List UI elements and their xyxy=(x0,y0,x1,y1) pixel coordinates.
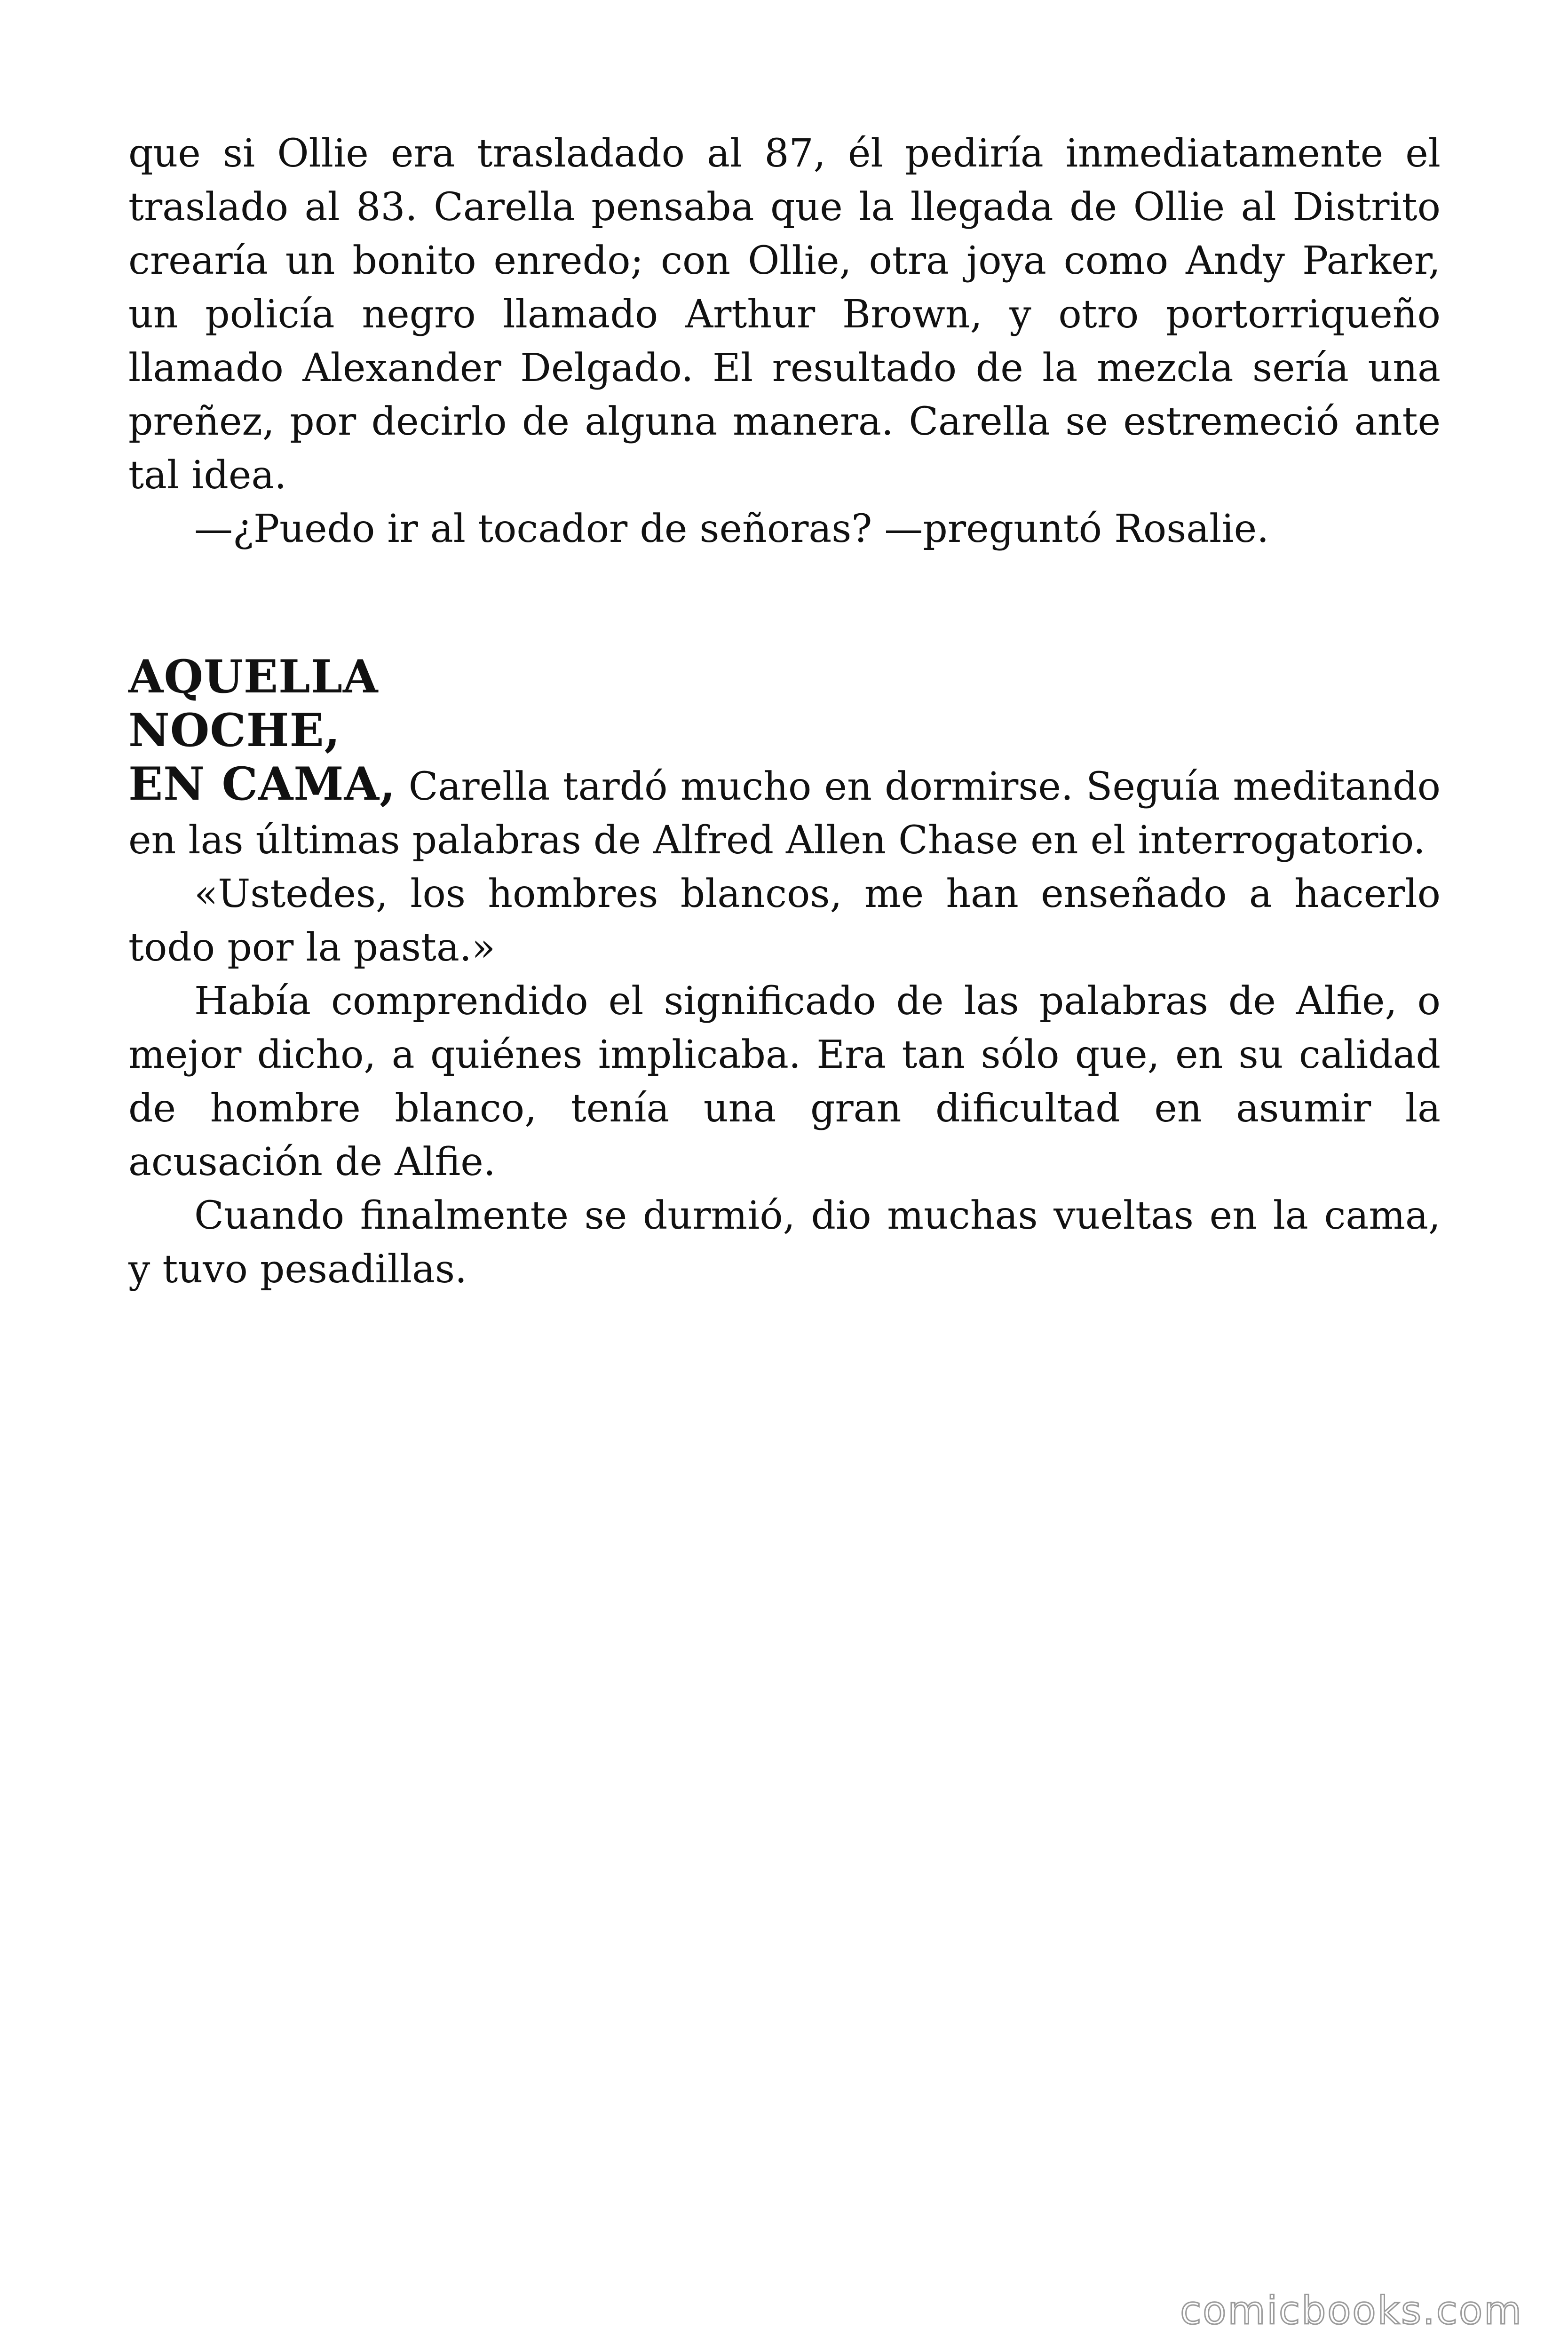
section-paragraph-3: Había comprendido el significado de las palabras de Alfie, o mejor dicho, a quiénes implicaba. Era tan sólo que, en su calidad de hombre blanco, tenía una gran dificultad en asumir la acusación de Alfie. xyxy=(128,979,1441,1184)
paragraph-2: —¿Puedo ir al tocador de señoras? —preguntó Rosalie. xyxy=(194,507,1269,551)
paragraph-1: que si Ollie era trasladado al 87, él pediría inmediatamente el traslado al 83. Carella pensaba que la llegada de Ollie al Distrito crearía un bonito enredo; con Ollie, otra joya como Andy Parker, un policía negro llamado Arthur Brown, y otro portorriqueño llamado Alexander Delgado. El resultado de la mezcla sería una preñez, por decirlo de alguna manera. Carella se estremeció ante tal idea. xyxy=(128,131,1441,498)
watermark-logo: comicbooks.com xyxy=(1180,2288,1523,2333)
section-break xyxy=(128,556,1441,650)
page-body xyxy=(128,127,1441,1296)
section-heading-line-2: NOCHE, xyxy=(128,704,341,757)
section-lead-in: EN CAMA, xyxy=(128,757,396,810)
section-heading-line-1: AQUELLA xyxy=(128,650,379,703)
section-paragraph-1 xyxy=(128,757,1441,867)
section-paragraph-2: «Ustedes, los hombres blancos, me han enseñado a hacerlo todo por la pasta.» xyxy=(128,872,1441,970)
section-paragraph-1-text: Carella tardó mucho en dormirse. Seguía meditando en las últimas palabras de Alfred Allen Chase en el interrogatorio. xyxy=(128,764,1441,863)
section-paragraph-4: Cuando finalmente se durmió, dio muchas vueltas en la cama, y tuvo pesadillas. xyxy=(128,1193,1441,1292)
